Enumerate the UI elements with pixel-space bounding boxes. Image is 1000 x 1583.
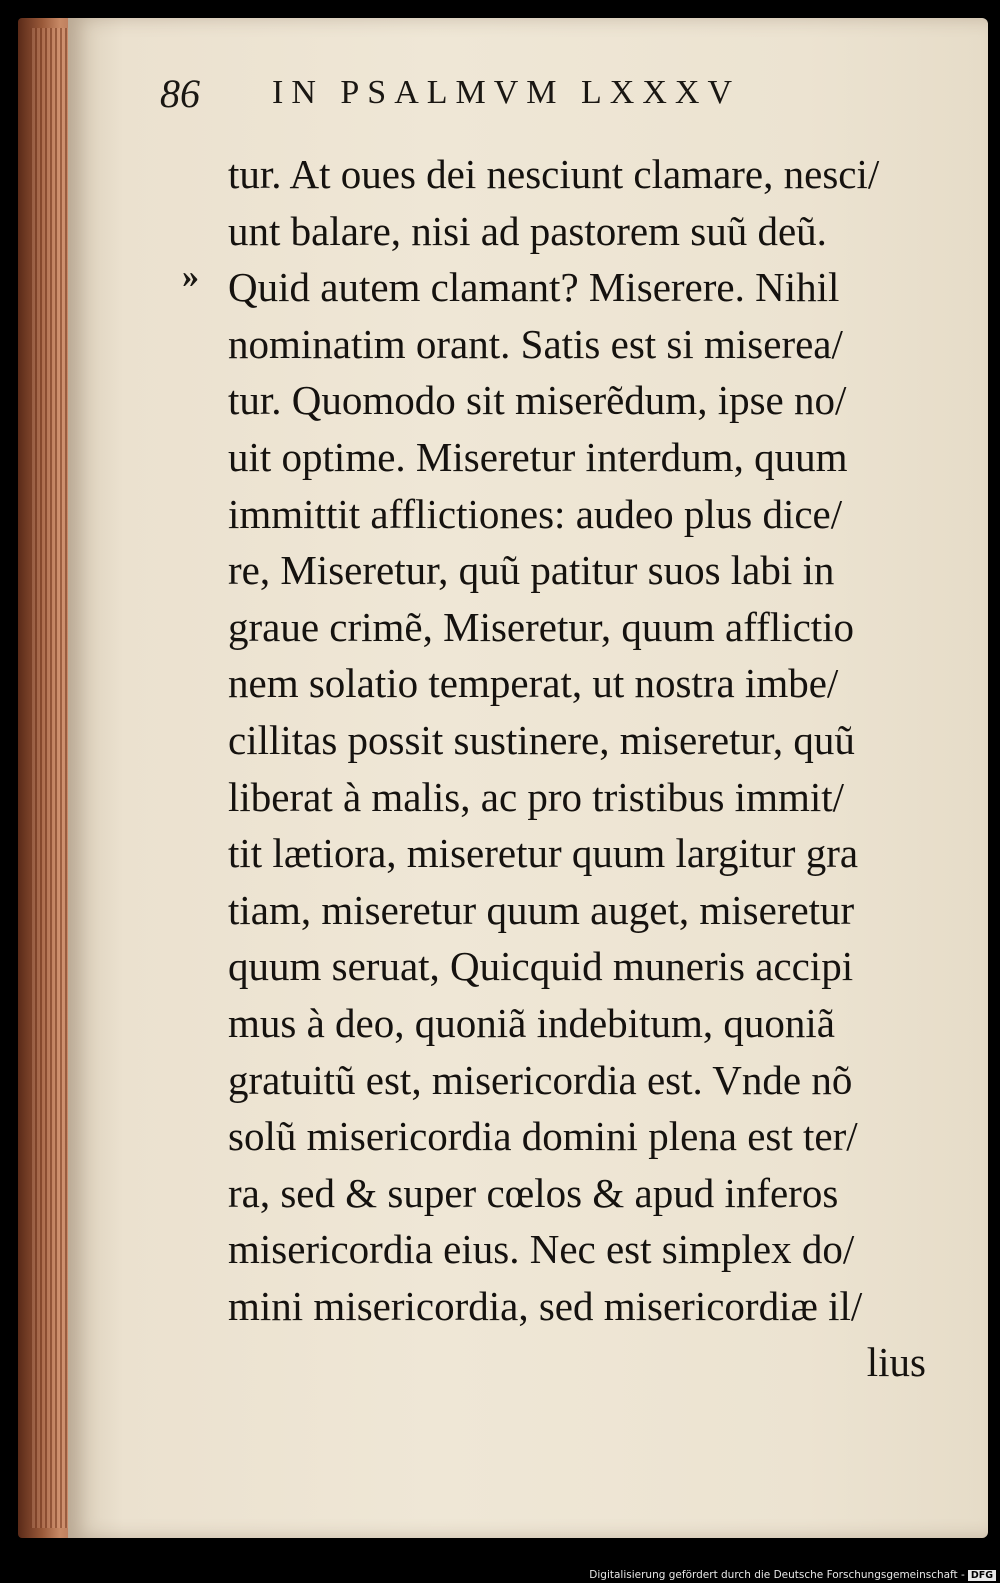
text-line: quum seruat, Quicquid muneris accipi (228, 943, 854, 990)
folio-number: 86 (160, 71, 200, 116)
text-line: misericordia eius. Nec est simplex do/ (228, 1226, 855, 1273)
text-line: tiam, miseretur quum auget, miseretur (228, 886, 855, 933)
text-line: nem solatio temperat, ut nostra imbe/ (228, 660, 839, 707)
page-edges (30, 28, 70, 1528)
text-line: tur. At oues dei nesciunt clamare, nesci/ (228, 151, 880, 197)
text-line: graue crimẽ, Miseretur, quum afflictio (228, 603, 855, 650)
running-head: IN PSALMVM LXXXV (272, 74, 741, 111)
text-line: uit optime. Miseretur interdum, quum (228, 433, 848, 480)
text-line: liberat à malis, ac pro tristibus immit/ (228, 773, 845, 820)
text-line: gratuitũ est, misericordia est. Vnde nõ (228, 1056, 853, 1103)
text-line: ra, sed & super cœlos & apud inferos (228, 1169, 839, 1216)
text-line: mini misericordia, sed misericordiæ il/ (228, 1282, 863, 1329)
text-block (228, 146, 938, 1391)
digitization-credit (589, 1569, 996, 1581)
text-line: nominatim orant. Satis est si miserea/ (228, 320, 843, 367)
credit-text: Digitalisierung gefördert durch die Deutsche Forschungsgemeinschaft - (589, 1569, 965, 1581)
text-line: cillitas possit sustinere, miseretur, quũ (228, 716, 855, 763)
text-line: tur. Quomodo sit miserẽdum, ipse no/ (228, 377, 847, 424)
text-line: tit lætiora, miseretur quum largitur gra (228, 830, 859, 877)
text-line: re, Miseretur, quũ patitur suos labi in (228, 547, 835, 594)
text-line: immittit afflictiones: audeo plus dice/ (228, 490, 843, 537)
text-line: unt balare, nisi ad pastorem suũ deũ. (228, 207, 827, 254)
text-line: mus à deo, quoniã indebitum, quoniã (228, 999, 835, 1046)
dfg-logo: DFG (968, 1570, 996, 1581)
text-line: Quid autem clamant? Miserere. Nihil (228, 264, 840, 311)
page-header (160, 70, 900, 130)
catchword: lius (866, 1339, 926, 1386)
marginal-mark: » (182, 258, 199, 295)
text-line: solũ misericordia domini plena est ter/ (228, 1113, 858, 1160)
